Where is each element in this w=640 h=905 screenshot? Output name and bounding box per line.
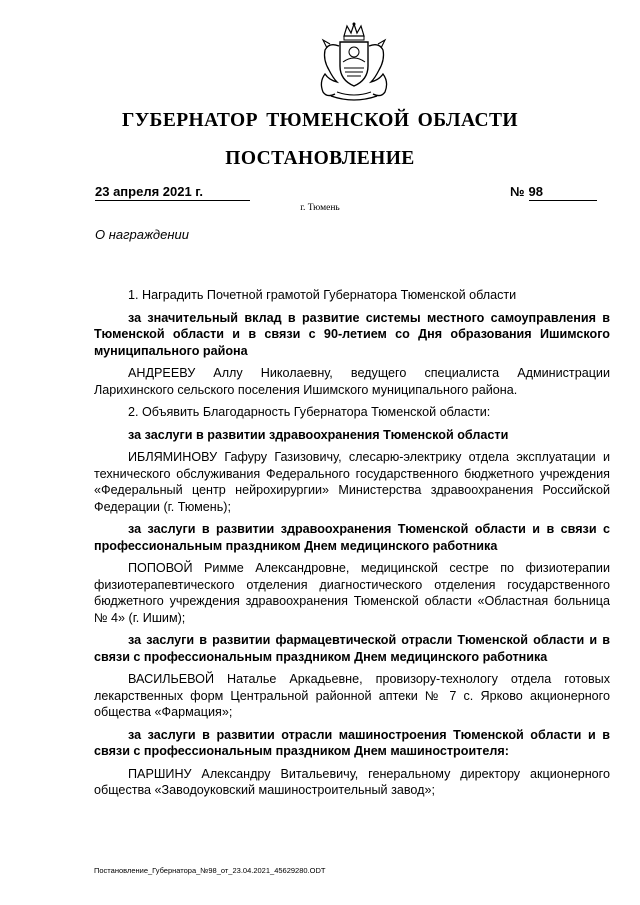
award-reason-paragraph: за заслуги в развитии отрасли машиностроения Тюменской области и в связи с профессиональным праздником Днем машиностроителя: (94, 727, 610, 758)
awardee-paragraph: ПАРШИНУ Александру Витальевичу, генеральному директору акционерного общества «Заводоуковский машиностроительный завод»; (94, 766, 610, 797)
awardee-paragraph: ПОПОВОЙ Римме Александровне, медицинской сестре по физиотерапии физиотерапевтического отделения диагностического отделения государственного бюджетного учреждения здравоохранения Тюменской области «Областная больница № 4» (г. Ишим); (94, 561, 610, 625)
award-reason-paragraph: за заслуги в развитии фармацевтической отрасли Тюменской области и в связи с профессиональным праздником Днем медицинского работника (94, 633, 610, 664)
awardee-paragraph: ИБЛЯМИНОВУ Гафуру Газизовичу, слесарю-электрику отдела эксплуатации и технического обслуживания Федерального государственного бюджетного учреждения «Федеральный центр нейрохирургии» Министерства здравоохранения Российской Федерации (г. Тюмень); (94, 450, 610, 514)
document-body (94, 287, 610, 805)
award-reason-paragraph: за значительный вклад в развитие системы местного самоуправления в Тюменской области и в связи с 90-летием со Дня образования Ишимского муниципального района (94, 310, 610, 358)
awardee-paragraph: АНДРЕЕВУ Аллу Николаевну, ведущего специалиста Администрации Ларихинского сельского поселения Ишимского муниципального района. (94, 366, 610, 397)
document-subject: О награждении (95, 227, 189, 242)
awardee-paragraph: ВАСИЛЬЕВОЙ Наталье Аркадьевне, провизору-технологу отдела готовых лекарственных форм Центральной районной аптеки № 7 с. Ярково акционерного общества «Фармация»; (94, 672, 610, 719)
document-footer-filename: Постановление_Губернатора_№98_от_23.04.2021_45629280.ODT (94, 866, 326, 875)
governor-title: ГУБЕРНАТОР ТЮМЕНСКОЙ ОБЛАСТИ (122, 110, 518, 131)
award-reason-paragraph: за заслуги в развитии здравоохранения Тюменской области (128, 427, 509, 442)
coat-of-arms-emblem (315, 22, 393, 104)
body-paragraph: 2. Объявить Благодарность Губернатора Тюменской области: (128, 405, 491, 419)
document-number: 98 (529, 184, 597, 201)
award-reason-paragraph: за заслуги в развитии здравоохранения Тюменской области и в связи с профессиональным праздником Днем медицинского работника (94, 522, 610, 553)
document-type-heading: ПОСТАНОВЛЕНИЕ (225, 148, 415, 169)
document-date: 23 апреля 2021 г. (95, 184, 250, 201)
document-number-block (510, 184, 606, 201)
body-paragraph: 1. Наградить Почетной грамотой Губернатора Тюменской области (128, 288, 517, 302)
number-label: № (510, 184, 525, 199)
document-city: г. Тюмень (300, 203, 340, 213)
